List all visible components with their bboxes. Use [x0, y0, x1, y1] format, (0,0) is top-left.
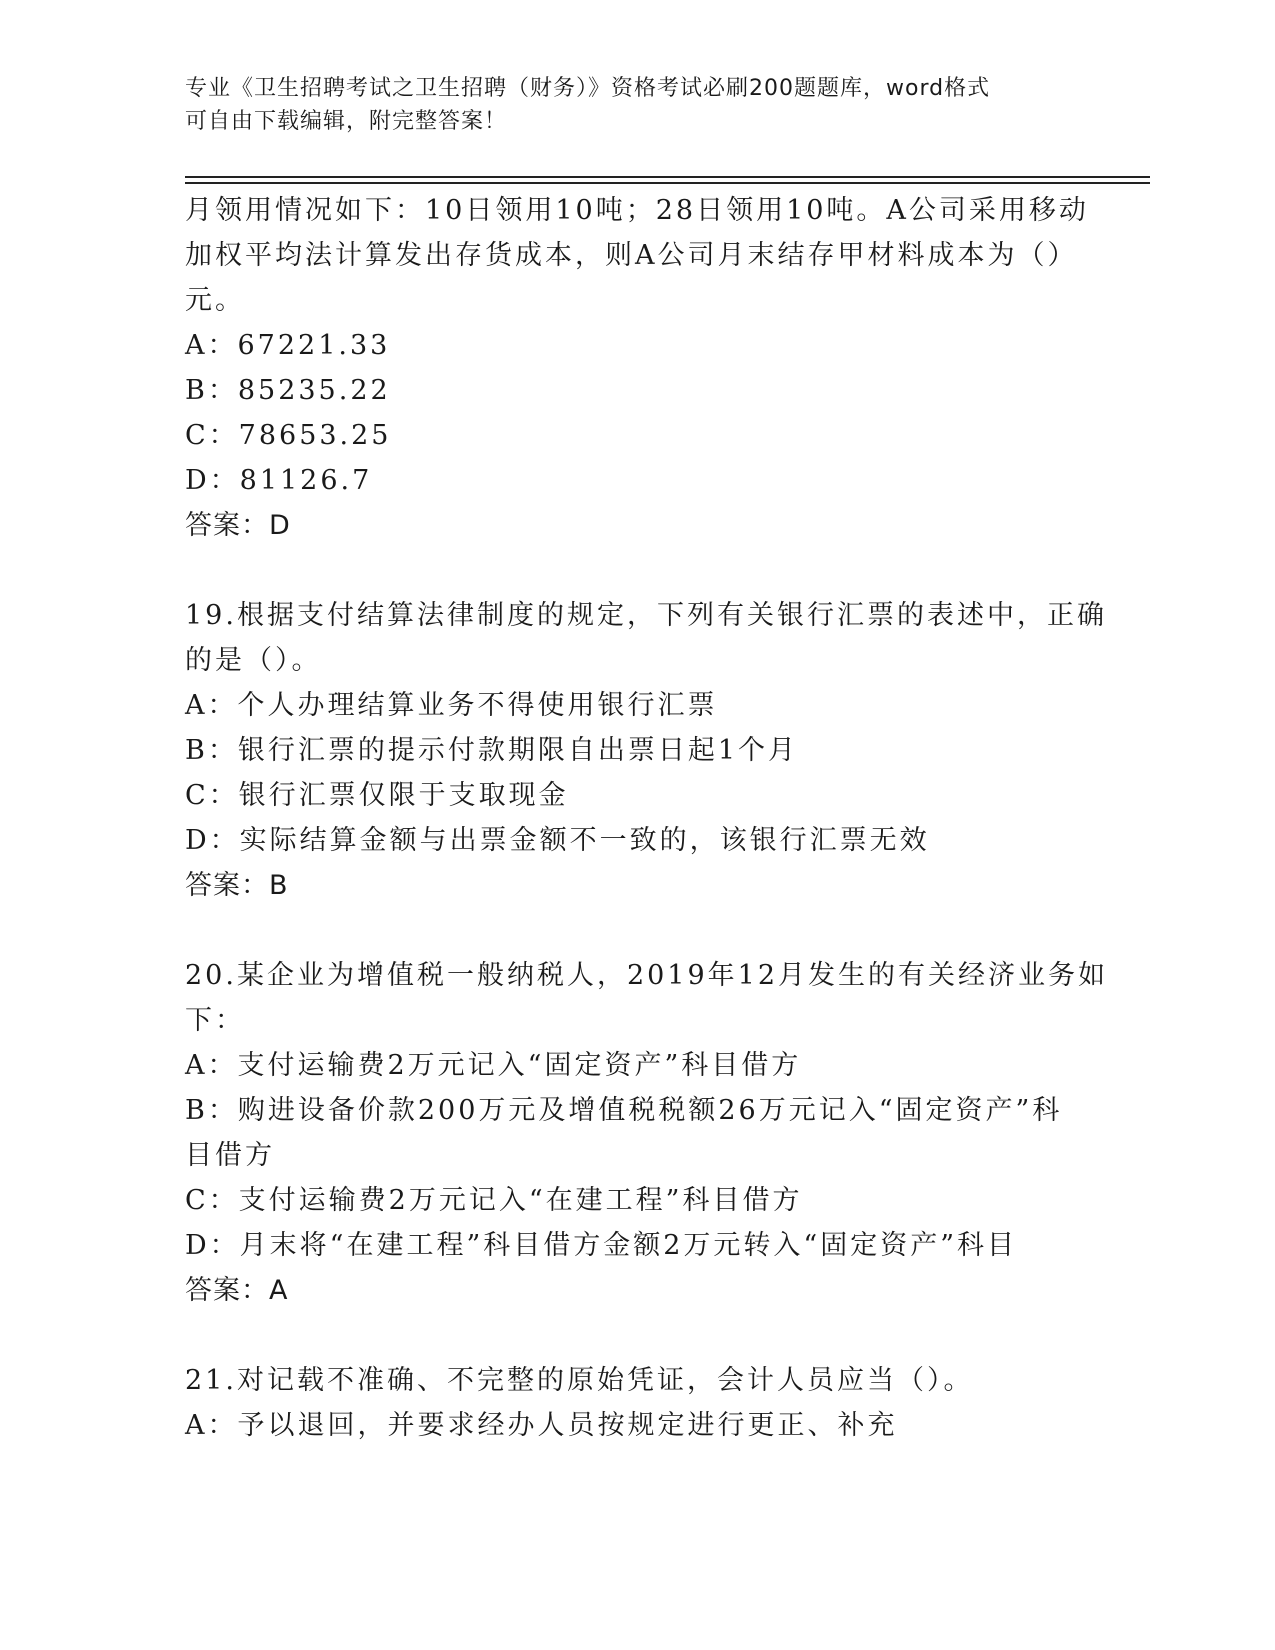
question-stem-line: 月领用情况如下：10日领用10吨；28日领用10吨。A公司采用移动	[185, 195, 1089, 226]
question-stem-line: 元。	[185, 285, 245, 316]
header-divider-bottom	[185, 182, 1150, 184]
option-b: B：购进设备价款200万元及增值税税额26万元记入“固定资产”科	[185, 1095, 1063, 1126]
option-d: D：实际结算金额与出票金额不一致的，该银行汇票无效	[185, 825, 930, 856]
option-a: A：支付运输费2万元记入“固定资产”科目借方	[185, 1050, 802, 1081]
question-stem-line: 19.根据支付结算法律制度的规定，下列有关银行汇票的表述中，正确	[185, 600, 1107, 631]
option-c: C：银行汇票仅限于支取现金	[185, 780, 569, 811]
option-a: A：67221.33	[185, 330, 391, 361]
question-stem-line: 20.某企业为增值税一般纳税人，2019年12月发生的有关经济业务如	[185, 960, 1109, 991]
question-stem-line: 下：	[185, 1005, 245, 1036]
option-d: D：月末将“在建工程”科目借方金额2万元转入“固定资产”科目	[185, 1230, 1018, 1261]
answer-label: 答案：D	[185, 510, 291, 541]
question-20	[185, 953, 1109, 1313]
question-21	[185, 1358, 1085, 1448]
document-header	[185, 72, 1085, 138]
answer-label: 答案：A	[185, 1275, 289, 1306]
question-stem-line: 加权平均法计算发出存货成本，则A公司月末结存甲材料成本为（）	[185, 240, 1078, 271]
question-18	[185, 188, 1089, 548]
option-a: A：予以退回，并要求经办人员按规定进行更正、补充	[185, 1410, 898, 1441]
document-body	[185, 188, 1109, 1448]
header-line-2: 可自由下载编辑，附完整答案！	[185, 109, 508, 134]
question-stem-line: 的是（）。	[185, 645, 322, 676]
option-a: A：个人办理结算业务不得使用银行汇票	[185, 690, 718, 721]
option-c: C：支付运输费2万元记入“在建工程”科目借方	[185, 1185, 803, 1216]
option-c: C：78653.25	[185, 420, 392, 451]
option-d: D：81126.7	[185, 465, 373, 496]
question-19	[185, 593, 1107, 908]
question-stem-line: 21.对记载不准确、不完整的原始凭证，会计人员应当（）。	[185, 1365, 974, 1396]
answer-label: 答案：B	[185, 870, 289, 901]
option-b: B：银行汇票的提示付款期限自出票日起1个月	[185, 735, 799, 766]
header-divider-top	[185, 176, 1150, 178]
option-b: B：85235.22	[185, 375, 391, 406]
option-b-continued: 目借方	[185, 1140, 275, 1171]
header-line-1: 专业《卫生招聘考试之卫生招聘（财务）》资格考试必刷200题题库，word格式	[185, 76, 991, 101]
